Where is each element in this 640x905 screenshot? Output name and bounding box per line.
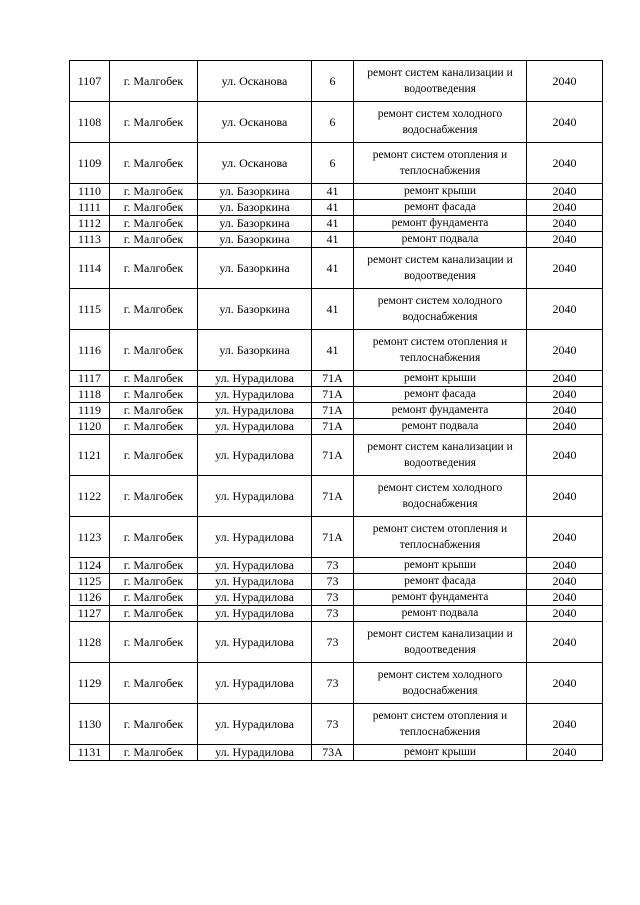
house-number-cell: 73А: [312, 745, 354, 761]
row-number-cell: 1126: [70, 590, 110, 606]
house-number-cell: 41: [312, 232, 354, 248]
work-type-cell: ремонт фундамента: [354, 403, 527, 419]
table-row: [70, 184, 603, 200]
table-row: [70, 590, 603, 606]
street-cell: ул. Нурадилова: [198, 387, 312, 403]
city-cell: г. Малгобек: [110, 606, 198, 622]
house-number-cell: 73: [312, 590, 354, 606]
city-cell: г. Малгобек: [110, 184, 198, 200]
year-cell: 2040: [527, 143, 603, 184]
street-cell: ул. Нурадилова: [198, 745, 312, 761]
row-number-cell: 1123: [70, 517, 110, 558]
table-row: [70, 704, 603, 745]
house-number-cell: 71А: [312, 387, 354, 403]
table-row: [70, 574, 603, 590]
year-cell: 2040: [527, 330, 603, 371]
house-number-cell: 71А: [312, 419, 354, 435]
house-number-cell: 71А: [312, 403, 354, 419]
work-type-cell: ремонт крыши: [354, 745, 527, 761]
street-cell: ул. Нурадилова: [198, 704, 312, 745]
table-row: [70, 476, 603, 517]
row-number-cell: 1108: [70, 102, 110, 143]
year-cell: 2040: [527, 184, 603, 200]
row-number-cell: 1110: [70, 184, 110, 200]
row-number-cell: 1112: [70, 216, 110, 232]
table-row: [70, 387, 603, 403]
year-cell: 2040: [527, 232, 603, 248]
table-row: [70, 517, 603, 558]
city-cell: г. Малгобек: [110, 248, 198, 289]
street-cell: ул. Нурадилова: [198, 476, 312, 517]
row-number-cell: 1127: [70, 606, 110, 622]
street-cell: ул. Базоркина: [198, 289, 312, 330]
year-cell: 2040: [527, 745, 603, 761]
street-cell: ул. Осканова: [198, 102, 312, 143]
city-cell: г. Малгобек: [110, 232, 198, 248]
work-type-cell: ремонт систем отопления и теплоснабжения: [354, 517, 527, 558]
house-number-cell: 41: [312, 200, 354, 216]
table-row: [70, 200, 603, 216]
table-row: [70, 622, 603, 663]
table-row: [70, 419, 603, 435]
city-cell: г. Малгобек: [110, 102, 198, 143]
city-cell: г. Малгобек: [110, 330, 198, 371]
street-cell: ул. Базоркина: [198, 184, 312, 200]
row-number-cell: 1129: [70, 663, 110, 704]
year-cell: 2040: [527, 61, 603, 102]
work-type-cell: ремонт подвала: [354, 232, 527, 248]
house-number-cell: 41: [312, 248, 354, 289]
work-type-cell: ремонт фасада: [354, 387, 527, 403]
city-cell: г. Малгобек: [110, 476, 198, 517]
table-row: [70, 289, 603, 330]
work-type-cell: ремонт фундамента: [354, 216, 527, 232]
city-cell: г. Малгобек: [110, 143, 198, 184]
street-cell: ул. Нурадилова: [198, 663, 312, 704]
year-cell: 2040: [527, 248, 603, 289]
work-type-cell: ремонт систем канализации и водоотведения: [354, 435, 527, 476]
year-cell: 2040: [527, 704, 603, 745]
work-type-cell: ремонт систем холодного водоснабжения: [354, 102, 527, 143]
work-type-cell: ремонт систем отопления и теплоснабжения: [354, 704, 527, 745]
row-number-cell: 1109: [70, 143, 110, 184]
work-type-cell: ремонт фасада: [354, 200, 527, 216]
row-number-cell: 1128: [70, 622, 110, 663]
work-type-cell: ремонт систем отопления и теплоснабжения: [354, 143, 527, 184]
row-number-cell: 1119: [70, 403, 110, 419]
row-number-cell: 1113: [70, 232, 110, 248]
year-cell: 2040: [527, 102, 603, 143]
year-cell: 2040: [527, 663, 603, 704]
city-cell: г. Малгобек: [110, 558, 198, 574]
work-type-cell: ремонт систем холодного водоснабжения: [354, 476, 527, 517]
work-type-cell: ремонт крыши: [354, 558, 527, 574]
row-number-cell: 1121: [70, 435, 110, 476]
street-cell: ул. Базоркина: [198, 248, 312, 289]
year-cell: 2040: [527, 200, 603, 216]
year-cell: 2040: [527, 590, 603, 606]
year-cell: 2040: [527, 606, 603, 622]
work-type-cell: ремонт систем отопления и теплоснабжения: [354, 330, 527, 371]
city-cell: г. Малгобек: [110, 704, 198, 745]
house-number-cell: 41: [312, 330, 354, 371]
row-number-cell: 1111: [70, 200, 110, 216]
city-cell: г. Малгобек: [110, 745, 198, 761]
house-number-cell: 41: [312, 216, 354, 232]
street-cell: ул. Нурадилова: [198, 574, 312, 590]
row-number-cell: 1117: [70, 371, 110, 387]
house-number-cell: 6: [312, 61, 354, 102]
street-cell: ул. Нурадилова: [198, 419, 312, 435]
row-number-cell: 1118: [70, 387, 110, 403]
street-cell: ул. Нурадилова: [198, 435, 312, 476]
year-cell: 2040: [527, 403, 603, 419]
house-number-cell: 41: [312, 289, 354, 330]
house-number-cell: 73: [312, 663, 354, 704]
work-type-cell: ремонт систем канализации и водоотведения: [354, 248, 527, 289]
house-number-cell: 73: [312, 704, 354, 745]
row-number-cell: 1131: [70, 745, 110, 761]
table-row: [70, 232, 603, 248]
street-cell: ул. Базоркина: [198, 216, 312, 232]
row-number-cell: 1107: [70, 61, 110, 102]
row-number-cell: 1125: [70, 574, 110, 590]
work-type-cell: ремонт фундамента: [354, 590, 527, 606]
city-cell: г. Малгобек: [110, 590, 198, 606]
table-row: [70, 745, 603, 761]
house-number-cell: 6: [312, 102, 354, 143]
year-cell: 2040: [527, 289, 603, 330]
row-number-cell: 1114: [70, 248, 110, 289]
city-cell: г. Малгобек: [110, 419, 198, 435]
city-cell: г. Малгобек: [110, 403, 198, 419]
city-cell: г. Малгобек: [110, 517, 198, 558]
street-cell: ул. Базоркина: [198, 232, 312, 248]
year-cell: 2040: [527, 435, 603, 476]
house-number-cell: 73: [312, 558, 354, 574]
work-type-cell: ремонт систем холодного водоснабжения: [354, 289, 527, 330]
row-number-cell: 1130: [70, 704, 110, 745]
city-cell: г. Малгобек: [110, 435, 198, 476]
table-row: [70, 102, 603, 143]
street-cell: ул. Нурадилова: [198, 606, 312, 622]
city-cell: г. Малгобек: [110, 61, 198, 102]
work-type-cell: ремонт крыши: [354, 371, 527, 387]
year-cell: 2040: [527, 387, 603, 403]
row-number-cell: 1120: [70, 419, 110, 435]
work-type-cell: ремонт фасада: [354, 574, 527, 590]
year-cell: 2040: [527, 476, 603, 517]
house-number-cell: 71А: [312, 476, 354, 517]
table-row: [70, 330, 603, 371]
house-number-cell: 73: [312, 606, 354, 622]
year-cell: 2040: [527, 622, 603, 663]
row-number-cell: 1116: [70, 330, 110, 371]
table-row: [70, 371, 603, 387]
street-cell: ул. Нурадилова: [198, 590, 312, 606]
work-type-cell: ремонт систем канализации и водоотведения: [354, 61, 527, 102]
table-row: [70, 216, 603, 232]
table-row: [70, 143, 603, 184]
table-row: [70, 403, 603, 419]
table-row: [70, 61, 603, 102]
city-cell: г. Малгобек: [110, 663, 198, 704]
work-type-cell: ремонт систем канализации и водоотведения: [354, 622, 527, 663]
table-row: [70, 606, 603, 622]
street-cell: ул. Нурадилова: [198, 371, 312, 387]
year-cell: 2040: [527, 517, 603, 558]
house-number-cell: 73: [312, 622, 354, 663]
table-row: [70, 248, 603, 289]
row-number-cell: 1115: [70, 289, 110, 330]
house-number-cell: 6: [312, 143, 354, 184]
year-cell: 2040: [527, 419, 603, 435]
house-number-cell: 71А: [312, 435, 354, 476]
year-cell: 2040: [527, 371, 603, 387]
row-number-cell: 1122: [70, 476, 110, 517]
house-number-cell: 73: [312, 574, 354, 590]
house-number-cell: 41: [312, 184, 354, 200]
street-cell: ул. Осканова: [198, 143, 312, 184]
table-body: [70, 61, 603, 761]
work-type-cell: ремонт подвала: [354, 606, 527, 622]
street-cell: ул. Нурадилова: [198, 558, 312, 574]
street-cell: ул. Нурадилова: [198, 403, 312, 419]
city-cell: г. Малгобек: [110, 371, 198, 387]
city-cell: г. Малгобек: [110, 387, 198, 403]
street-cell: ул. Осканова: [198, 61, 312, 102]
city-cell: г. Малгобек: [110, 622, 198, 663]
street-cell: ул. Базоркина: [198, 200, 312, 216]
table-row: [70, 663, 603, 704]
city-cell: г. Малгобек: [110, 574, 198, 590]
city-cell: г. Малгобек: [110, 216, 198, 232]
work-type-cell: ремонт крыши: [354, 184, 527, 200]
table-row: [70, 435, 603, 476]
table-row: [70, 558, 603, 574]
row-number-cell: 1124: [70, 558, 110, 574]
year-cell: 2040: [527, 574, 603, 590]
year-cell: 2040: [527, 216, 603, 232]
city-cell: г. Малгобек: [110, 200, 198, 216]
work-type-cell: ремонт подвала: [354, 419, 527, 435]
house-number-cell: 71А: [312, 517, 354, 558]
work-type-cell: ремонт систем холодного водоснабжения: [354, 663, 527, 704]
street-cell: ул. Нурадилова: [198, 517, 312, 558]
year-cell: 2040: [527, 558, 603, 574]
house-number-cell: 71А: [312, 371, 354, 387]
street-cell: ул. Базоркина: [198, 330, 312, 371]
city-cell: г. Малгобек: [110, 289, 198, 330]
street-cell: ул. Нурадилова: [198, 622, 312, 663]
work-schedule-table: [69, 60, 603, 761]
